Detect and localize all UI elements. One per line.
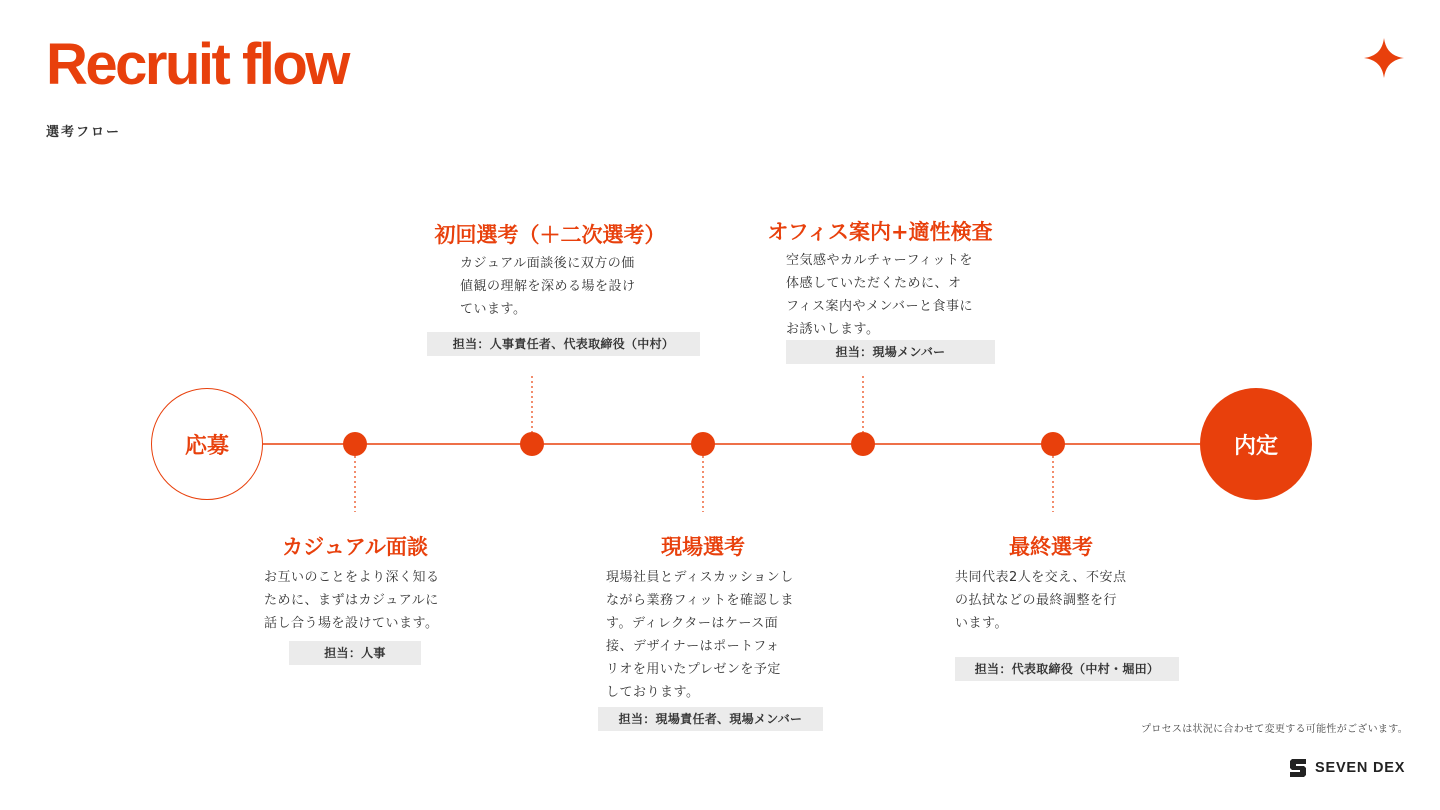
step-4-title: オフィス案内+適性検査	[767, 220, 993, 244]
step-2-description: カジュアル面談後に双方の価 値観の理解を深める場を設け ています。	[460, 256, 636, 317]
end-node-offer: 内定	[1200, 388, 1312, 500]
timeline-dot-step-2	[520, 432, 544, 456]
timeline-dot-step-4	[851, 432, 875, 456]
step-1-description: お互いのことをより深く知る ために、まずはカジュアルに 話し合う場を設けています。	[264, 570, 440, 631]
step-4-owner-tag: 担当：現場メンバー	[786, 340, 995, 364]
timeline-dot-step-5	[1041, 432, 1065, 456]
brand-name: SEVEN DEX	[1315, 760, 1406, 776]
timeline-dot-step-3	[691, 432, 715, 456]
step-5-title: 最終選考	[1009, 535, 1093, 559]
step-2-title: 初回選考（＋二次選考）	[434, 223, 666, 247]
page-subtitle: 選考フロー	[46, 125, 122, 140]
step-3-title: 現場選考	[661, 535, 745, 559]
step-5-owner-tag: 担当：代表取締役（中村・堀田）	[955, 657, 1179, 681]
timeline-dot-step-1	[343, 432, 367, 456]
step-3-description: 現場社員とディスカッションし ながら業務フィットを確認しま す。ディレクターはケース面 接、デザイナーはポートフォ リオを用いたプレゼンを予定 しております。	[606, 570, 794, 700]
start-node-apply: 応募	[151, 388, 263, 500]
step-4-description: 空気感やカルチャーフィットを 体感していただくために、オ フィス案内やメンバーと食事に お誘いします。	[786, 253, 974, 337]
process-change-note: プロセスは状況に合わせて変更する可能性がございます。	[1141, 724, 1408, 735]
seven-dex-logo-icon	[1290, 759, 1306, 777]
step-2-owner-tag: 担当：人事責任者、代表取締役（中村）	[427, 332, 700, 356]
step-5-description: 共同代表2人を交え、不安点 の払拭などの最終調整を行 います。	[955, 570, 1127, 631]
page-title: Recruit flow	[46, 32, 348, 97]
step-1-title: カジュアル面談	[282, 535, 428, 559]
step-1-owner-tag: 担当：人事	[289, 641, 421, 665]
sparkle-icon	[1364, 38, 1404, 78]
brand-logo	[1290, 758, 1405, 778]
step-3-owner-tag: 担当：現場責任者、現場メンバー	[598, 707, 823, 731]
